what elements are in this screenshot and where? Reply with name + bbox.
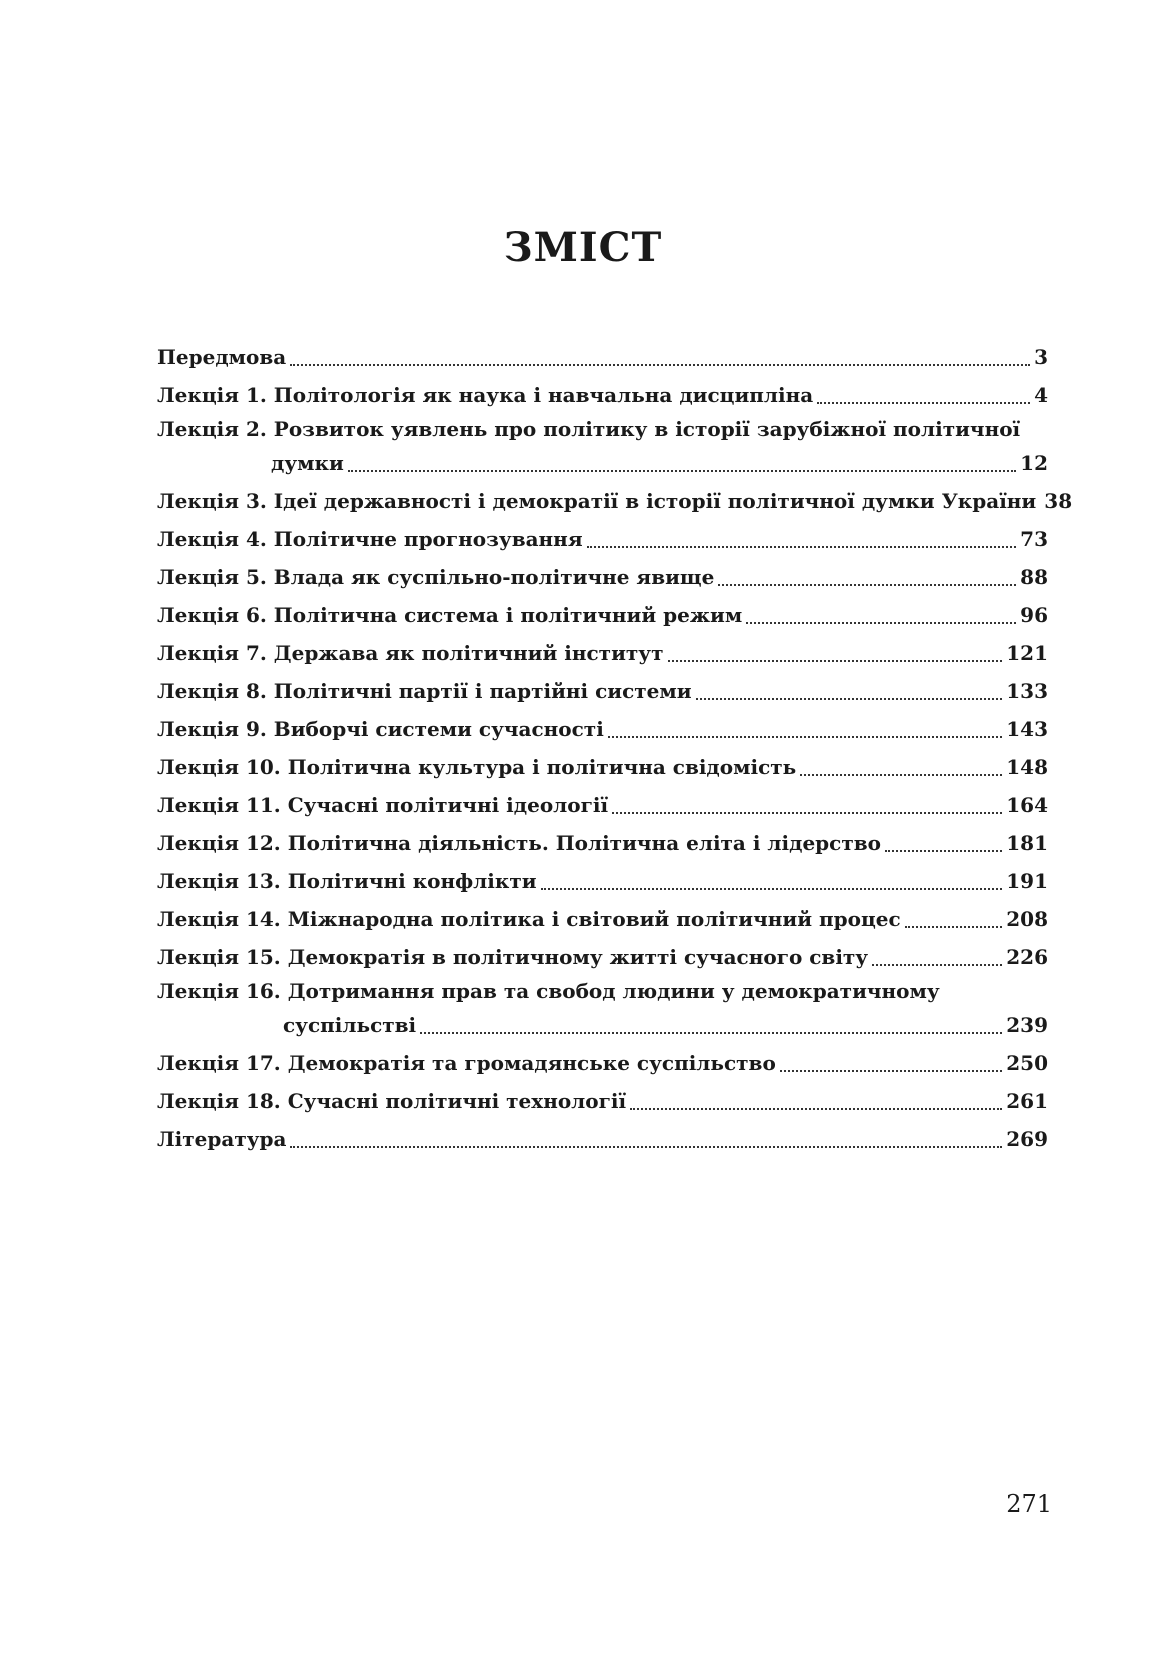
- toc-leader-dots: [718, 584, 1016, 586]
- toc-entry-label: Лекція 3. Ідеї державності і демократії в історії політичної думки України: [157, 489, 1037, 513]
- toc-entry-continuation: [157, 444, 1048, 482]
- toc-entry-page: 191: [1006, 869, 1048, 893]
- toc-entry-page: 250: [1006, 1051, 1048, 1075]
- toc-entry-page: 226: [1006, 945, 1048, 969]
- toc-entry: [157, 338, 1048, 376]
- toc-entry: [157, 710, 1048, 748]
- toc-entry: [157, 672, 1048, 710]
- toc-leader-dots: [885, 850, 1002, 852]
- page-title: ЗМІСТ: [503, 224, 663, 271]
- toc-entry: [157, 938, 1048, 976]
- toc-entry-label: Лекція 17. Демократія та громадянське суспільство: [157, 1051, 776, 1075]
- toc-entry-label: Лекція 9. Виборчі системи сучасності: [157, 717, 604, 741]
- toc-leader-dots: [696, 698, 1003, 700]
- toc-entry-label: Література: [157, 1127, 287, 1151]
- toc-leader-dots: [780, 1070, 1002, 1072]
- toc-leader-dots: [290, 364, 1030, 366]
- toc-entry-page: 38: [1044, 489, 1073, 513]
- toc-leader-dots: [420, 1032, 1002, 1034]
- toc-entry-page: 73: [1020, 527, 1048, 551]
- toc-entry-label: Лекція 18. Сучасні політичні технології: [157, 1089, 627, 1113]
- toc-entry: [157, 376, 1048, 414]
- page-number: 271: [1006, 1490, 1052, 1518]
- toc-entry-label: Лекція 1. Політологія як наука і навчальна дисципліна: [157, 383, 814, 407]
- toc-entry-page: 239: [1006, 1013, 1048, 1037]
- toc-entry-page: 121: [1006, 641, 1048, 665]
- toc-entry-first-line: [157, 414, 1048, 444]
- toc-entry-label: Лекція 8. Політичні партії і партійні системи: [157, 679, 692, 703]
- toc-leader-dots: [541, 888, 1003, 890]
- toc-entry: [157, 786, 1048, 824]
- toc-leader-dots: [612, 812, 1002, 814]
- toc-leader-dots: [668, 660, 1003, 662]
- toc-entry-page: 12: [1020, 451, 1048, 475]
- toc-entry-page: 148: [1006, 755, 1048, 779]
- toc-entry: [157, 824, 1048, 862]
- toc-entry: [157, 482, 1073, 520]
- toc-leader-dots: [587, 546, 1017, 548]
- toc-entry-page: 269: [1006, 1127, 1048, 1151]
- toc-entry: [157, 558, 1048, 596]
- toc-entry-label: Лекція 11. Сучасні політичні ідеології: [157, 793, 609, 817]
- toc-entry-label: Лекція 13. Політичні конфлікти: [157, 869, 537, 893]
- toc-entry-label: Лекція 16. Дотримання прав та свобод людини у демократичному: [157, 979, 940, 1003]
- toc-entry-page: 181: [1006, 831, 1048, 855]
- toc-entry: [157, 900, 1048, 938]
- toc-leader-dots: [800, 774, 1002, 776]
- toc-entry-label: Лекція 10. Політична культура і політична свідомість: [157, 755, 797, 779]
- toc-leader-dots: [905, 926, 1003, 928]
- toc-entry-label: Лекція 6. Політична система і політичний режим: [157, 603, 743, 627]
- toc-entry: [157, 1044, 1048, 1082]
- toc-leader-dots: [348, 470, 1016, 472]
- toc-entry-label-continuation: думки: [271, 451, 344, 475]
- toc-entry-page: 164: [1006, 793, 1048, 817]
- toc-entry: [157, 862, 1048, 900]
- toc-entry-page: 4: [1034, 383, 1048, 407]
- toc-leader-dots: [630, 1108, 1002, 1110]
- toc-entry-page: 88: [1020, 565, 1048, 589]
- toc-entry-page: 261: [1006, 1089, 1048, 1113]
- toc-entry-label-continuation: суспільстві: [283, 1013, 417, 1037]
- toc-entry-label: Лекція 4. Політичне прогнозування: [157, 527, 583, 551]
- toc-entry-label: Лекція 12. Політична діяльність. Політична еліта і лідерство: [157, 831, 881, 855]
- toc-leader-dots: [817, 402, 1030, 404]
- toc-entry-label: Лекція 5. Влада як суспільно-політичне явище: [157, 565, 715, 589]
- toc-entry-page: 3: [1034, 345, 1048, 369]
- toc-entry-page: 96: [1020, 603, 1048, 627]
- toc-entry-page: 143: [1006, 717, 1048, 741]
- toc-entry-label: Лекція 7. Держава як політичний інститут: [157, 641, 664, 665]
- toc-entry: [157, 596, 1048, 634]
- toc-entry-continuation: [157, 1006, 1048, 1044]
- toc-entry-page: 133: [1006, 679, 1048, 703]
- toc-leader-dots: [872, 964, 1002, 966]
- toc-entry: [157, 634, 1048, 672]
- toc-entry: [157, 1082, 1048, 1120]
- toc-entry-label: Передмова: [157, 345, 287, 369]
- toc-entry: [157, 520, 1048, 558]
- toc-leader-dots: [290, 1146, 1002, 1148]
- toc-entry-page: 208: [1006, 907, 1048, 931]
- toc-leader-dots: [746, 622, 1016, 624]
- table-of-contents: [157, 338, 1073, 1158]
- toc-entry-label: Лекція 15. Демократія в політичному житті сучасного світу: [157, 945, 869, 969]
- toc-entry: [157, 1120, 1048, 1158]
- toc-entry-label: Лекція 14. Міжнародна політика і світовий політичний процес: [157, 907, 901, 931]
- toc-leader-dots: [608, 736, 1002, 738]
- toc-entry-label: Лекція 2. Розвиток уявлень про політику в історії зарубіжної політичної: [157, 417, 1021, 441]
- toc-entry: [157, 748, 1048, 786]
- toc-entry-first-line: [157, 976, 1048, 1006]
